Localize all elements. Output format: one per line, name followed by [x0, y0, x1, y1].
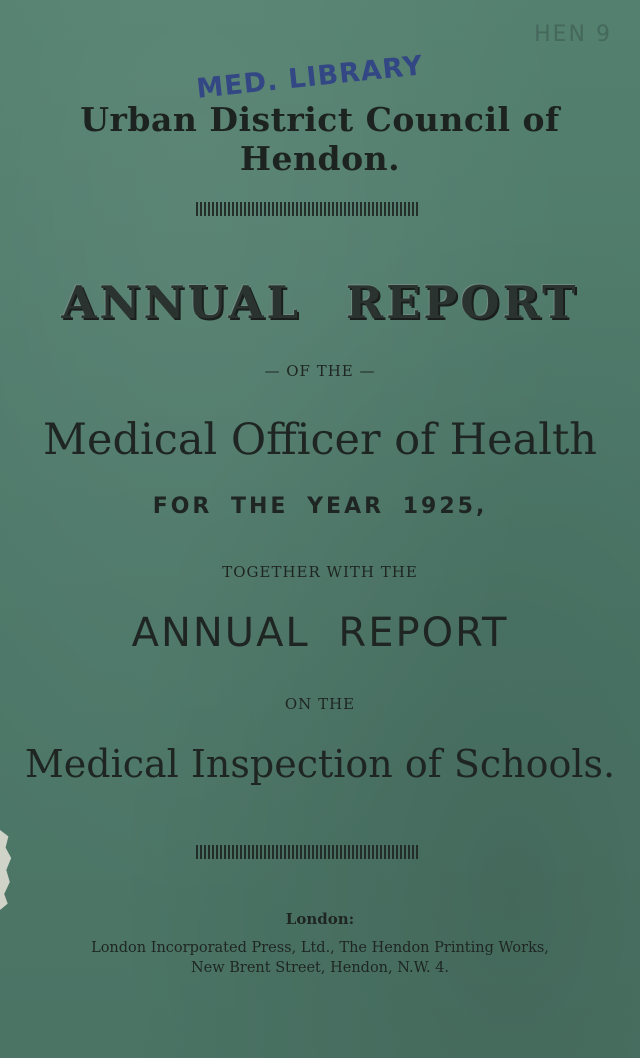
of-the-line: — OF THE — [264, 362, 376, 380]
torn-edge [0, 830, 14, 910]
decorative-rule-top [196, 202, 420, 216]
together-line: TOGETHER WITH THE [222, 563, 418, 581]
imprint-address: New Brent Street, Hendon, N.W. 4. [190, 960, 450, 976]
library-stamp: MED. LIBRARY [195, 50, 425, 105]
imprint-printer: London Incorporated Press, Ltd., The Hendon Printing Works, [91, 940, 549, 956]
decorative-rule-bottom [196, 845, 420, 859]
ornate-title: ANNUAL REPORT [61, 276, 579, 329]
handwritten-shelfmark: HEN 9 [534, 22, 612, 47]
on-the-line: ON THE [284, 695, 356, 713]
imprint-place: London: [285, 910, 355, 928]
schools-inspection-heading: Medical Inspection of Schools. [24, 742, 616, 786]
council-title: Urban District Council of Hendon. [80, 100, 560, 178]
medical-officer-heading: Medical Officer of Health [43, 415, 597, 465]
report-year: FOR THE YEAR 1925, [152, 494, 488, 519]
second-report-title: ANNUAL REPORT [131, 610, 509, 656]
